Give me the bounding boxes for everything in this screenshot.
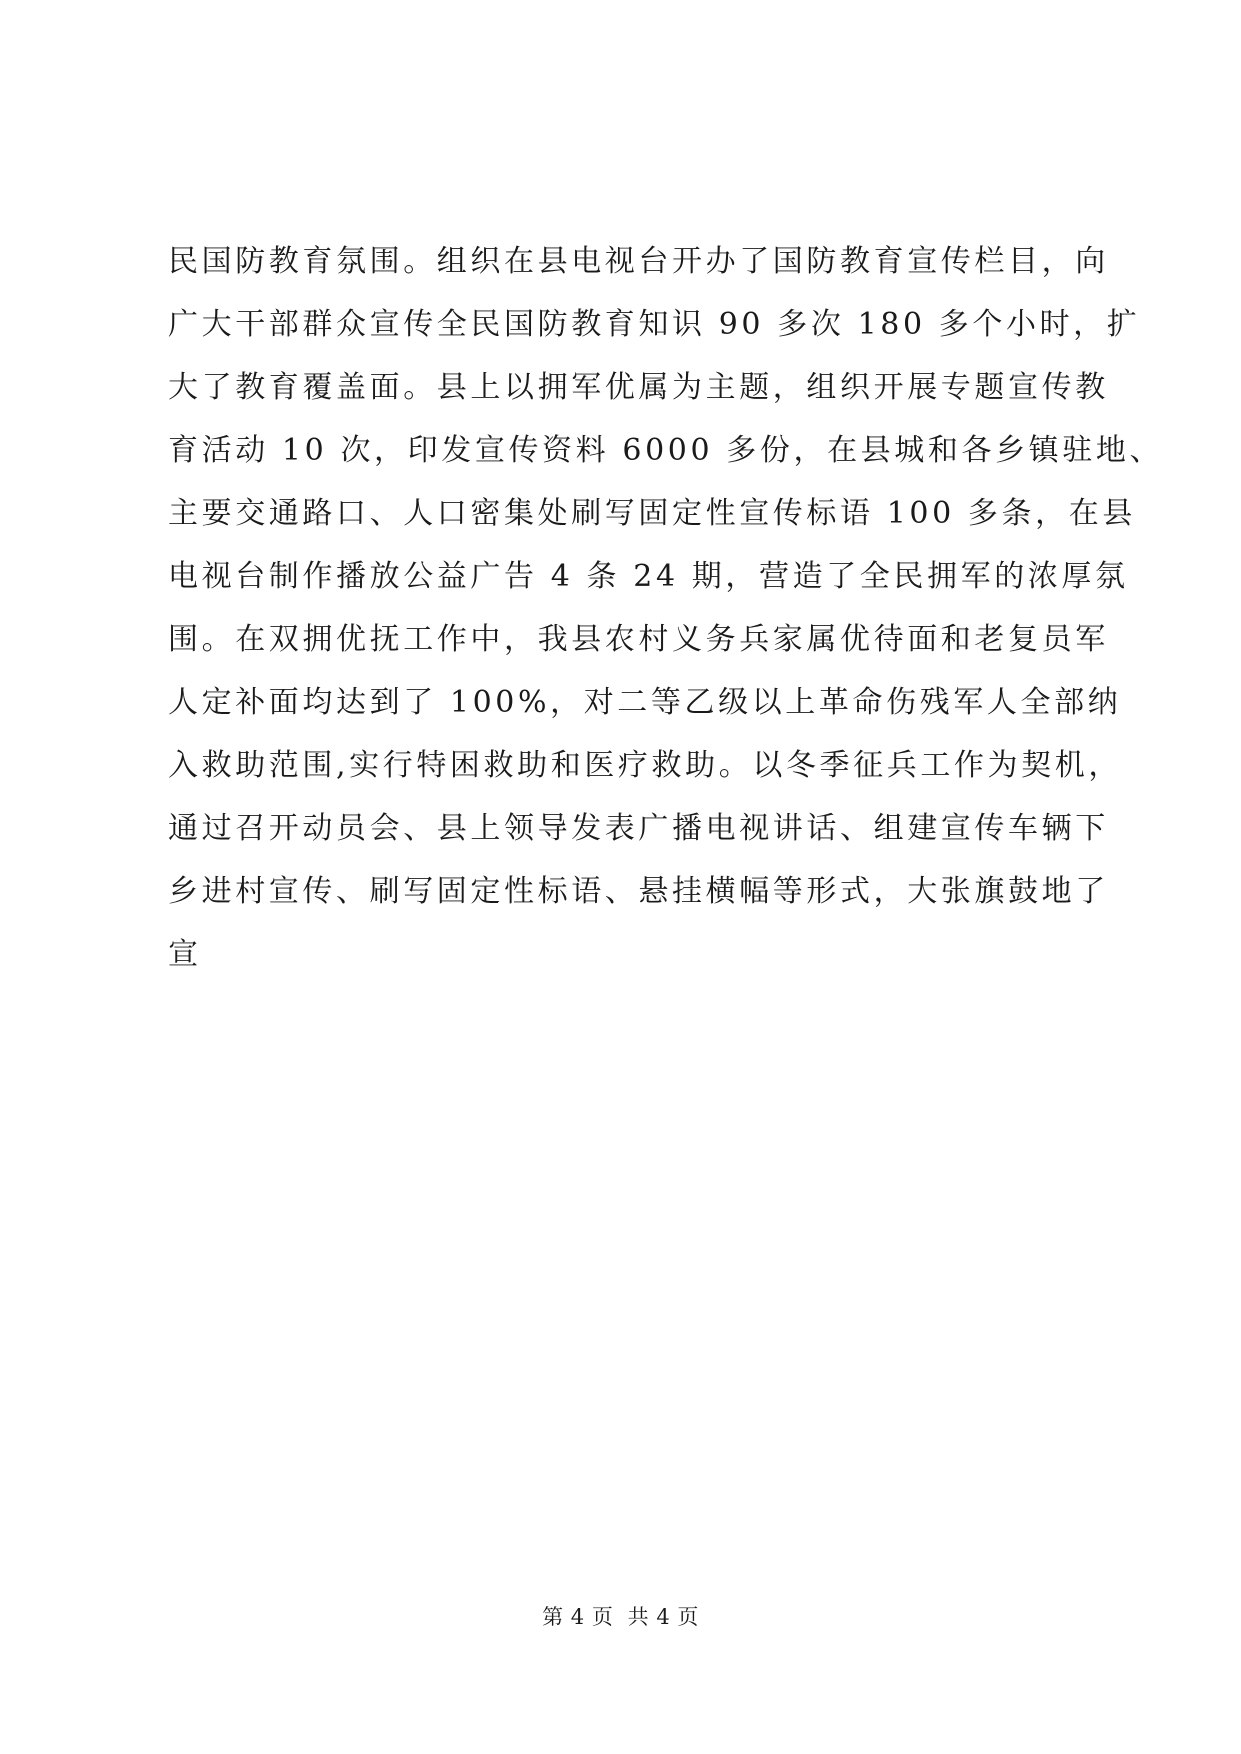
paragraph-line-5: 主要交通路口、人口密集处刷写固定性宣传标语 100 多条，在县 (168, 496, 1136, 531)
paragraph-line-6: 电视台制作播放公益广告 4 条 24 期，营造了全民拥军的浓厚氛 (168, 559, 1129, 594)
paragraph-line-9: 入救助范围,实行特困救助和医疗救助。以冬季征兵工作为契机， (168, 748, 1122, 783)
paragraph-line-2: 广大干部群众宣传全民国防教育知识 90 多次 180 多个小时，扩 (168, 307, 1141, 342)
paragraph-line-1: 民国防教育氛围。组织在县电视台开办了国防教育宣传栏目，向 (168, 244, 1109, 279)
paragraph-line-11: 乡进村宣传、刷写固定性标语、悬挂横幅等形式，大张旗鼓地了 (168, 874, 1109, 909)
paragraph-line-3: 大了教育覆盖面。县上以拥军优属为主题，组织开展专题宣传教 (168, 370, 1109, 405)
paragraph-line-8: 人定补面均达到了 100%，对二等乙级以上革命伤残军人全部纳 (168, 685, 1122, 720)
paragraph-line-12: 宣 (168, 937, 202, 972)
paragraph-line-7: 围。在双拥优抚工作中，我县农村义务兵家属优待面和老复员军 (168, 622, 1109, 657)
paragraph-line-4: 育活动 10 次，印发宣传资料 6000 多份，在县城和各乡镇驻地、 (168, 433, 1164, 468)
body-paragraph (168, 230, 1164, 986)
paragraph-line-10: 通过召开动员会、县上领导发表广播电视讲话、组建宣传车辆下 (168, 811, 1109, 846)
page-number-footer: 第 4 页 共 4 页 (542, 1605, 699, 1629)
